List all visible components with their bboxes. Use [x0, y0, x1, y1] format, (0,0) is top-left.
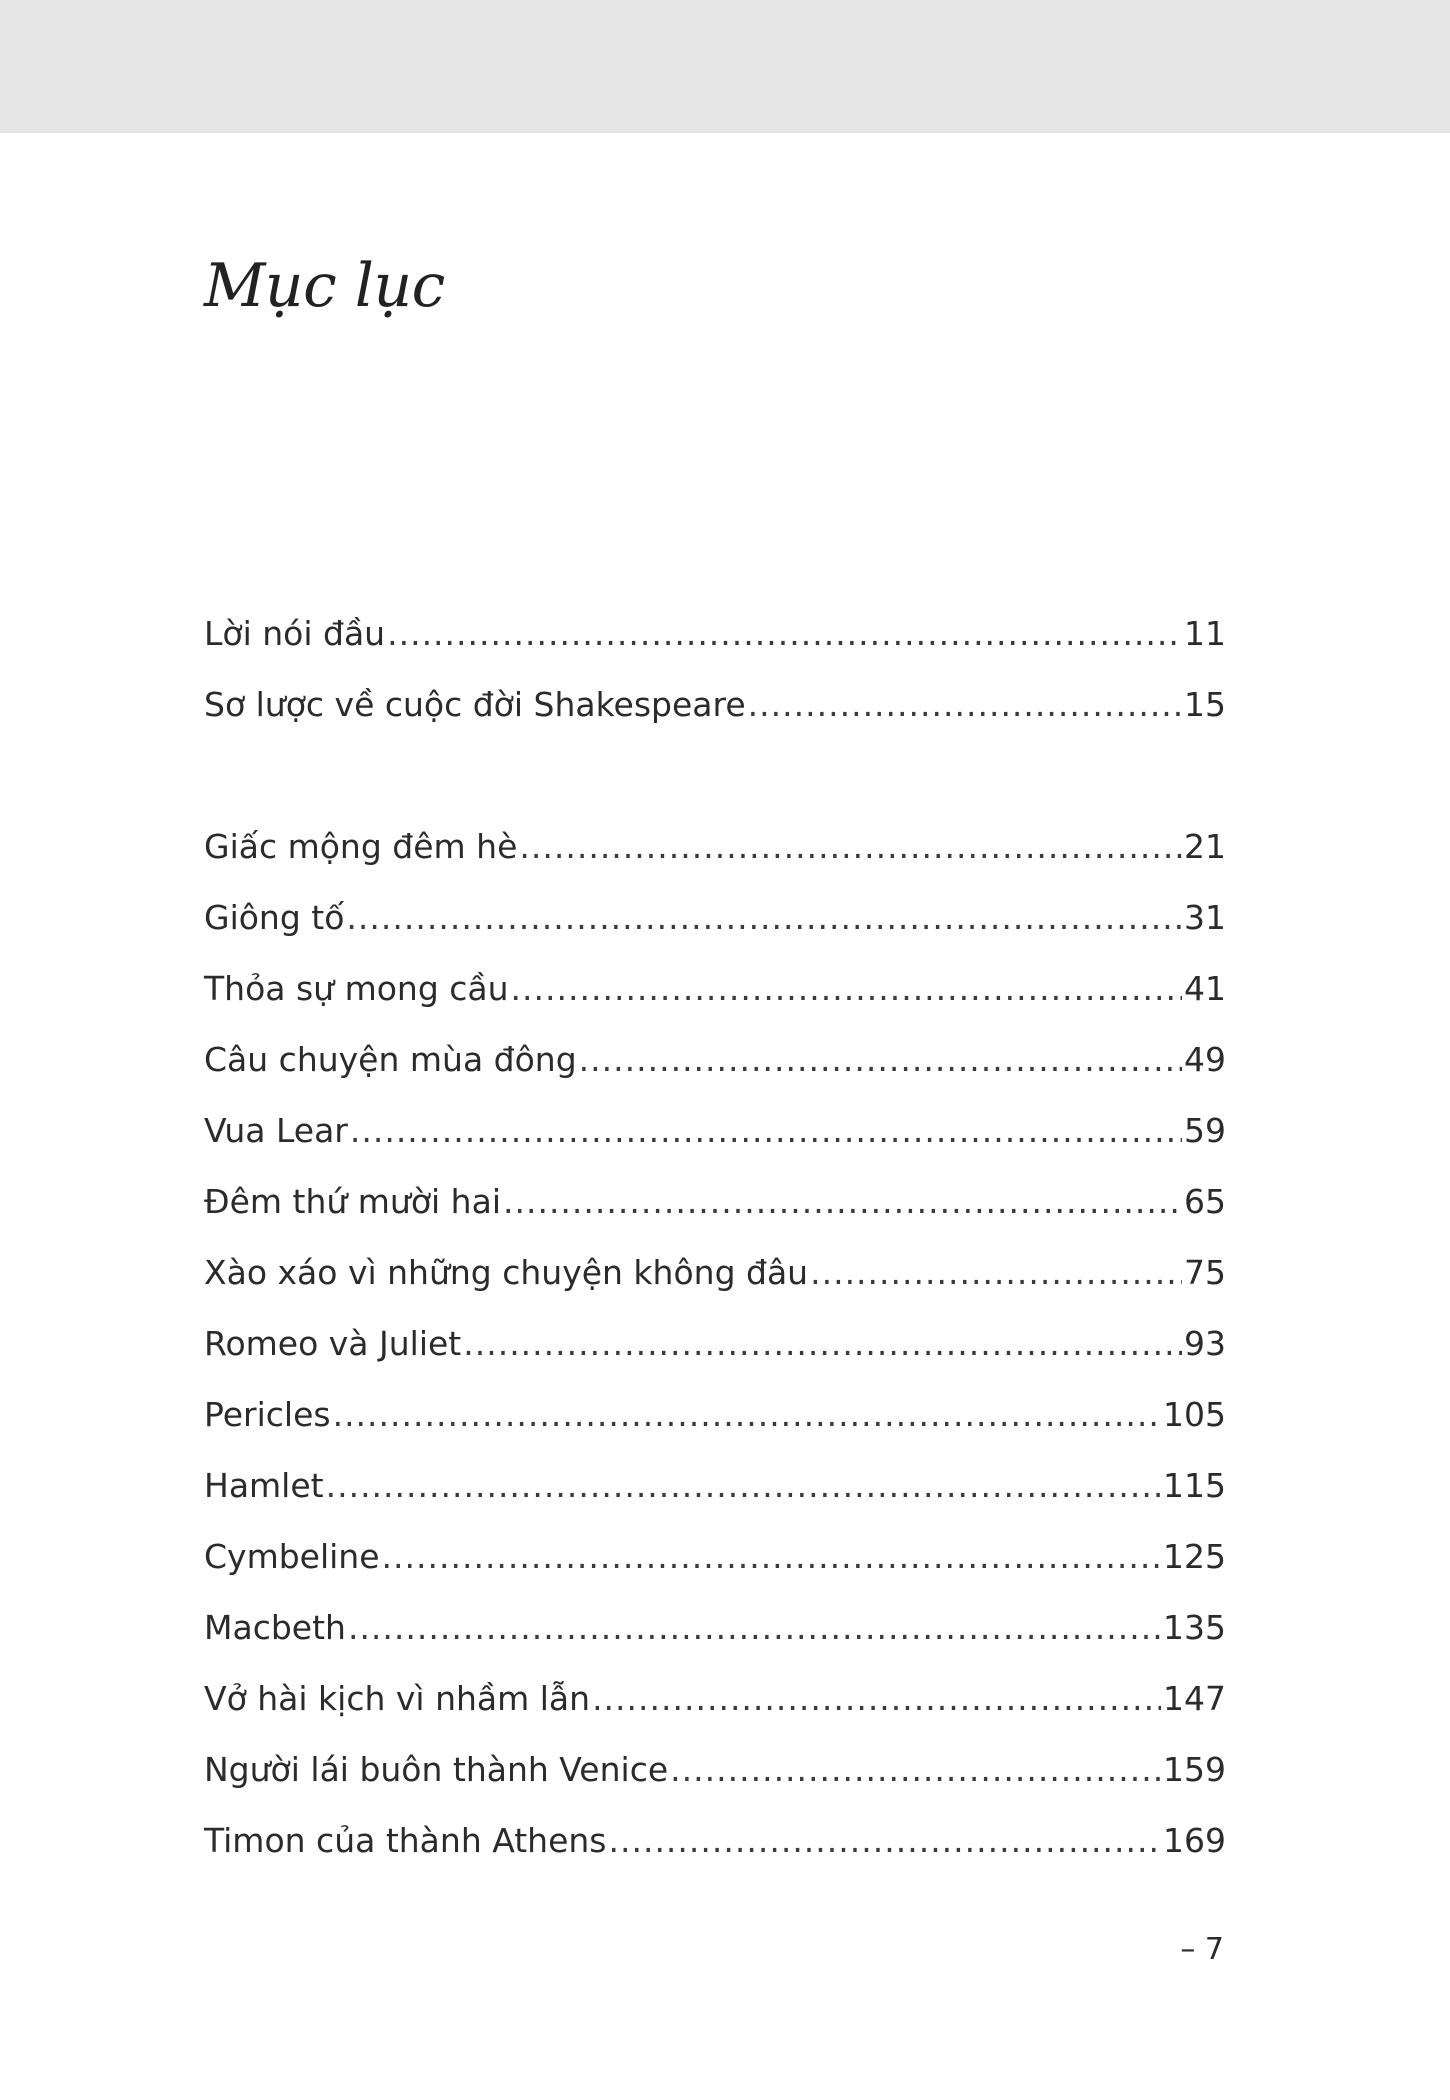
- toc-entry-title: Đêm thứ mười hai: [204, 1182, 501, 1221]
- toc-entry-title: Sơ lược về cuộc đời Shakespeare: [204, 685, 746, 724]
- toc-dot-leader: [503, 1166, 1182, 1237]
- toc-entry-page: 75: [1184, 1253, 1226, 1292]
- toc-entry-page: 65: [1184, 1182, 1226, 1221]
- page-header-band: [0, 0, 1450, 133]
- toc-dot-leader: [579, 1024, 1182, 1095]
- toc-entry-title: Xào xáo vì những chuyện không đâu: [204, 1253, 809, 1292]
- toc-entry-title: Cymbeline: [204, 1537, 380, 1576]
- toc-entry: [204, 1166, 1226, 1237]
- page-number: – 7: [1180, 1932, 1224, 1967]
- toc-entry-title: Vở hài kịch vì nhầm lẫn: [204, 1679, 591, 1718]
- toc-entry: [204, 1379, 1226, 1450]
- toc-entry-page: 135: [1163, 1608, 1226, 1647]
- toc-dot-leader: [326, 1450, 1161, 1521]
- toc-entry-page: 49: [1184, 1040, 1226, 1079]
- toc-dot-leader: [382, 1521, 1161, 1592]
- toc-entry: [204, 1592, 1226, 1663]
- toc-entry-title: Lời nói đầu: [204, 614, 386, 653]
- toc-entry-page: 41: [1184, 969, 1226, 1008]
- toc-entry-page: 147: [1163, 1679, 1226, 1718]
- toc-entry-title: Giông tố: [204, 898, 345, 937]
- toc-entry-title: Thỏa sự mong cầu: [204, 969, 509, 1008]
- toc-entry-title: Romeo và Juliet: [204, 1324, 462, 1363]
- toc-dot-leader: [333, 1379, 1161, 1450]
- toc-entry-page: 15: [1184, 685, 1226, 724]
- toc-entry-title: Giấc mộng đêm hè: [204, 827, 518, 866]
- toc-dot-leader: [670, 1734, 1161, 1805]
- table-of-contents: [204, 598, 1226, 1876]
- toc-entry-page: 115: [1163, 1466, 1226, 1505]
- toc-entry: [204, 1095, 1226, 1166]
- toc-dot-leader: [748, 669, 1182, 740]
- toc-entry: [204, 1024, 1226, 1095]
- toc-entry: [204, 669, 1226, 740]
- toc-entry-title: Hamlet: [204, 1466, 324, 1505]
- toc-dot-leader: [463, 1308, 1182, 1379]
- toc-entry-title: Vua Lear: [204, 1111, 348, 1150]
- toc-entry-page: 93: [1184, 1324, 1226, 1363]
- toc-dot-leader: [348, 1592, 1161, 1663]
- toc-dot-leader: [810, 1237, 1182, 1308]
- toc-entry-title: Câu chuyện mùa đông: [204, 1040, 577, 1079]
- toc-dot-leader: [387, 598, 1182, 669]
- toc-entry: [204, 598, 1226, 669]
- toc-entry-page: 125: [1163, 1537, 1226, 1576]
- toc-entry-page: 105: [1163, 1395, 1226, 1434]
- toc-dot-leader: [350, 1095, 1182, 1166]
- page-title: Mục lục: [204, 251, 445, 321]
- toc-entry: [204, 953, 1226, 1024]
- toc-entry: [204, 1805, 1226, 1876]
- toc-dot-leader: [519, 811, 1182, 882]
- toc-entry: [204, 1237, 1226, 1308]
- toc-entry: [204, 1450, 1226, 1521]
- toc-entry: [204, 1734, 1226, 1805]
- toc-entry-page: 11: [1184, 614, 1226, 653]
- toc-entry: [204, 1521, 1226, 1592]
- toc-entry-title: Người lái buôn thành Venice: [204, 1750, 669, 1789]
- toc-entry-page: 159: [1163, 1750, 1226, 1789]
- toc-entry: [204, 1308, 1226, 1379]
- toc-entry: [204, 811, 1226, 882]
- toc-entry-page: 31: [1184, 898, 1226, 937]
- toc-entry-title: Pericles: [204, 1395, 331, 1434]
- toc-entry-page: 21: [1184, 827, 1226, 866]
- toc-dot-leader: [592, 1663, 1161, 1734]
- toc-dot-leader: [511, 953, 1182, 1024]
- toc-entry: [204, 1663, 1226, 1734]
- toc-entry-page: 59: [1184, 1111, 1226, 1150]
- toc-entry-page: 169: [1163, 1821, 1226, 1860]
- toc-entry-title: Timon của thành Athens: [204, 1821, 607, 1860]
- toc-entry: [204, 882, 1226, 953]
- toc-dot-leader: [346, 882, 1182, 953]
- toc-entry-title: Macbeth: [204, 1608, 346, 1647]
- toc-dot-leader: [608, 1805, 1161, 1876]
